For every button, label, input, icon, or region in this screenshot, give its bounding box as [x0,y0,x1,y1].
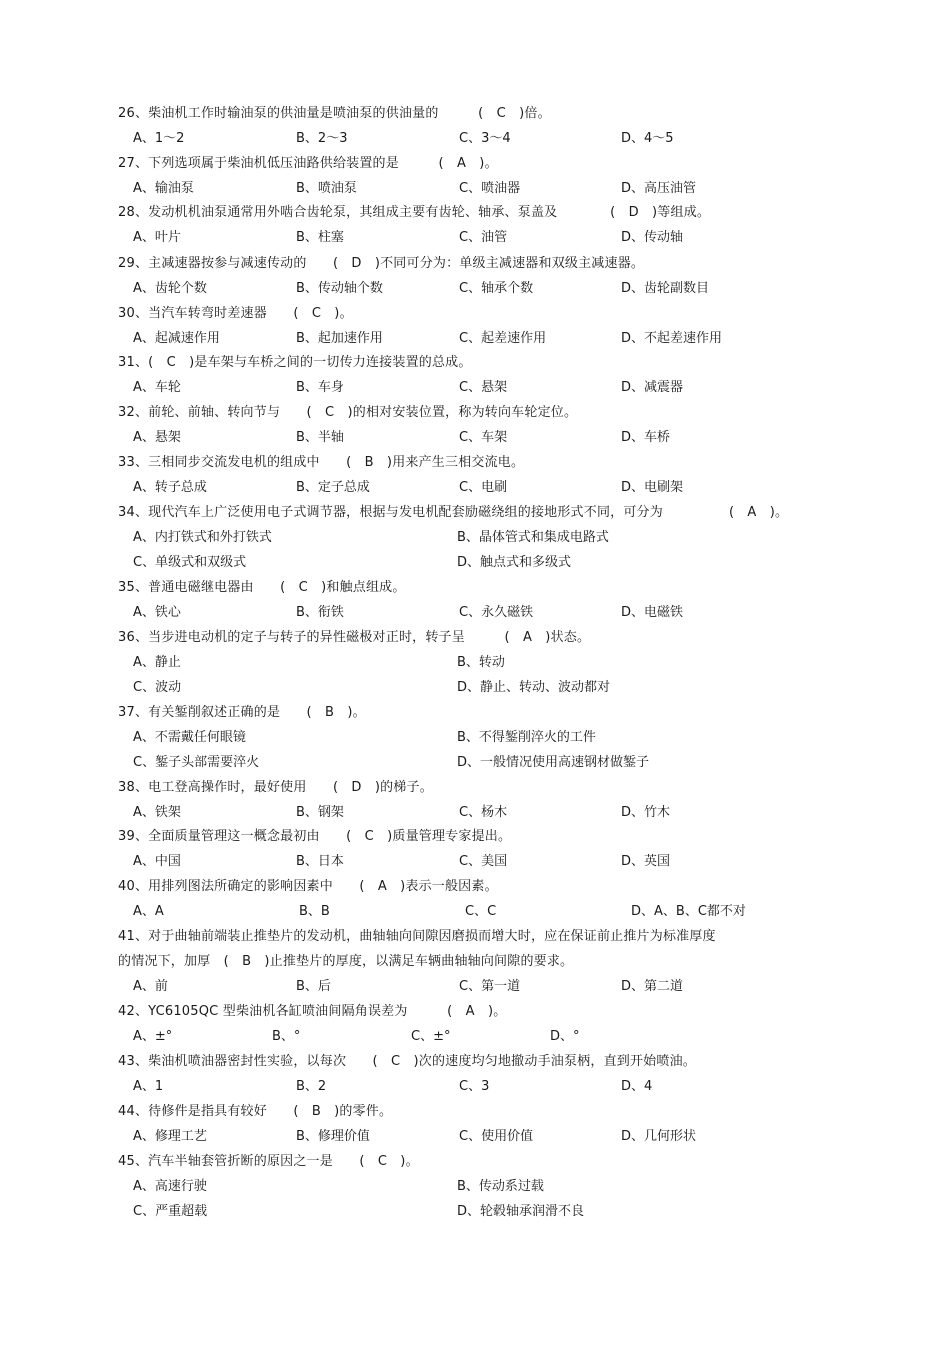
question-text: 33、三相同步交流发电机的组成中 ( B )用来产生三相交流电。 [118,455,525,470]
question-text: 28、发动机机油泵通常用外啮合齿轮泵，其组成主要有齿轮、轴承、泵盖及 ( D )等组成。 [118,205,711,220]
answer-option: C、杨木 [459,805,508,820]
question-text: 26、柴油机工作时输油泵的供油量是喷油泵的供油量的 ( C )倍。 [118,106,551,121]
answer-option: B、喷油泵 [296,181,357,196]
answer-option: B、衔铁 [296,605,344,620]
answer-option: A、修理工艺 [133,1129,207,1144]
question-text: 32、前轮、前轴、转向节与 ( C )的相对安装位置，称为转向车轮定位。 [118,405,578,420]
answer-option: D、齿轮副数目 [621,281,710,296]
answer-option: A、齿轮个数 [133,281,207,296]
answer-option: C、C [465,904,497,919]
answer-option: B、不得錾削淬火的工件 [457,730,596,745]
answer-option: C、3 [459,1079,490,1094]
question-text: 43、柴油机喷油器密封性实验，以每次 ( C )次的速度均匀地撤动手油泵柄，直到开始喷油。 [118,1054,696,1069]
answer-option: B、转动 [457,655,505,670]
answer-option: B、传动系过载 [457,1179,544,1194]
answer-option: A、内打铁式和外打铁式 [133,530,272,545]
question-text: 37、有关錾削叙述正确的是 ( B )。 [118,705,366,720]
answer-option: C、车架 [459,430,508,445]
answer-option: A、不需戴任何眼镜 [133,730,246,745]
answer-option: B、2～3 [296,131,348,146]
answer-option: A、起减速作用 [133,331,220,346]
answer-option: B、° [272,1029,301,1044]
answer-option: A、前 [133,979,168,994]
answer-option: C、錾子头部需要淬火 [133,755,260,770]
question-text: 41、对于曲轴前端装止推垫片的发动机，曲轴轴向间隙因磨损而增大时，应在保证前止推片为标准厚度 [118,929,716,944]
answer-option: C、美国 [459,854,508,869]
answer-option: C、悬架 [459,380,508,395]
answer-option: A、中国 [133,854,181,869]
answer-option: D、车桥 [621,430,671,445]
answer-option: D、电刷架 [621,480,684,495]
question-text-continued: 的情况下，加厚 ( B )止推垫片的厚度，以满足车辆曲轴轴向间隙的要求。 [118,954,574,969]
answer-option: D、触点式和多级式 [457,555,572,570]
answer-option: D、A、B、C都不对 [631,904,746,919]
answer-option: D、轮毂轴承润滑不良 [457,1204,585,1219]
question-text: 35、普通电磁继电器由 ( C )和触点组成。 [118,580,406,595]
answer-option: B、钢架 [296,805,344,820]
answer-option: B、定子总成 [296,480,370,495]
answer-option: C、第一道 [459,979,521,994]
answer-option: D、电磁铁 [621,605,684,620]
question-text: 39、全面质量管理这一概念最初由 ( C )质量管理专家提出。 [118,829,512,844]
answer-option: B、B [299,904,330,919]
answer-option: A、静止 [133,655,181,670]
answer-option: D、传动轴 [621,230,684,245]
answer-option: A、1～2 [133,131,185,146]
answer-option: C、严重超载 [133,1204,208,1219]
question-text: 27、下列选项属于柴油机低压油路供给装置的是 ( A )。 [118,156,498,171]
answer-option: C、±° [411,1029,451,1044]
answer-option: A、悬架 [133,430,181,445]
answer-option: B、柱塞 [296,230,344,245]
answer-option: C、电刷 [459,480,508,495]
answer-option: B、半轴 [296,430,344,445]
answer-option: A、车轮 [133,380,181,395]
answer-option: C、喷油器 [459,181,521,196]
answer-option: A、高速行驶 [133,1179,207,1194]
answer-option: C、使用价值 [459,1129,534,1144]
question-text: 30、当汽车转弯时差速器 ( C )。 [118,306,353,321]
answer-option: B、修理价值 [296,1129,370,1144]
question-text: 40、用排列图法所确定的影响因素中 ( A )表示一般因素。 [118,879,498,894]
answer-option: A、A [133,904,164,919]
answer-option: A、1 [133,1079,164,1094]
answer-option: D、° [550,1029,580,1044]
answer-option: C、单级式和双级式 [133,555,247,570]
answer-option: A、铁架 [133,805,181,820]
answer-option: D、减震器 [621,380,684,395]
answer-option: D、一般情况使用高速钢材做錾子 [457,755,650,770]
answer-option: D、高压油管 [621,181,697,196]
question-text: 42、YC6105QC 型柴油机各缸喷油间隔角误差为 ( A )。 [118,1004,507,1019]
answer-option: D、4～5 [621,131,674,146]
question-text: 44、待修件是指具有较好 ( B )的零件。 [118,1104,393,1119]
answer-option: A、转子总成 [133,480,207,495]
answer-option: D、几何形状 [621,1129,697,1144]
answer-option: B、车身 [296,380,344,395]
answer-option: C、波动 [133,680,182,695]
answer-option: B、2 [296,1079,327,1094]
answer-option: B、起加速作用 [296,331,383,346]
answer-option: A、铁心 [133,605,181,620]
answer-option: D、竹木 [621,805,671,820]
answer-option: A、输油泵 [133,181,194,196]
answer-option: A、±° [133,1029,173,1044]
answer-option: C、3～4 [459,131,511,146]
answer-option: D、第二道 [621,979,684,994]
answer-option: B、晶体管式和集成电路式 [457,530,609,545]
answer-option: B、传动轴个数 [296,281,383,296]
question-text: 45、汽车半轴套管折断的原因之一是 ( C )。 [118,1154,419,1169]
question-text: 38、电工登高操作时，最好使用 ( D )的梯子。 [118,780,433,795]
question-text: 36、当步进电动机的定子与转子的异性磁极对正时，转子呈 ( A )状态。 [118,630,591,645]
question-text: 29、主减速器按参与减速传动的 ( D )不同可分为：单级主减速器和双级主减速器。 [118,256,645,271]
answer-option: B、后 [296,979,331,994]
answer-option: D、静止、转动、波动都对 [457,680,611,695]
answer-option: D、4 [621,1079,653,1094]
answer-option: D、英国 [621,854,671,869]
answer-option: B、日本 [296,854,344,869]
question-text: 34、现代汽车上广泛使用电子式调节器，根据与发电机配套励磁绕组的接地形式不同，可分为 ( A )。 [118,505,789,520]
question-text: 31、( C )是车架与车桥之间的一切传力连接装置的总成。 [118,355,472,370]
answer-option: C、轴承个数 [459,281,534,296]
answer-option: D、不起差速作用 [621,331,723,346]
answer-option: C、永久磁铁 [459,605,534,620]
answer-option: A、叶片 [133,230,181,245]
answer-option: C、油管 [459,230,508,245]
answer-option: C、起差速作用 [459,331,547,346]
